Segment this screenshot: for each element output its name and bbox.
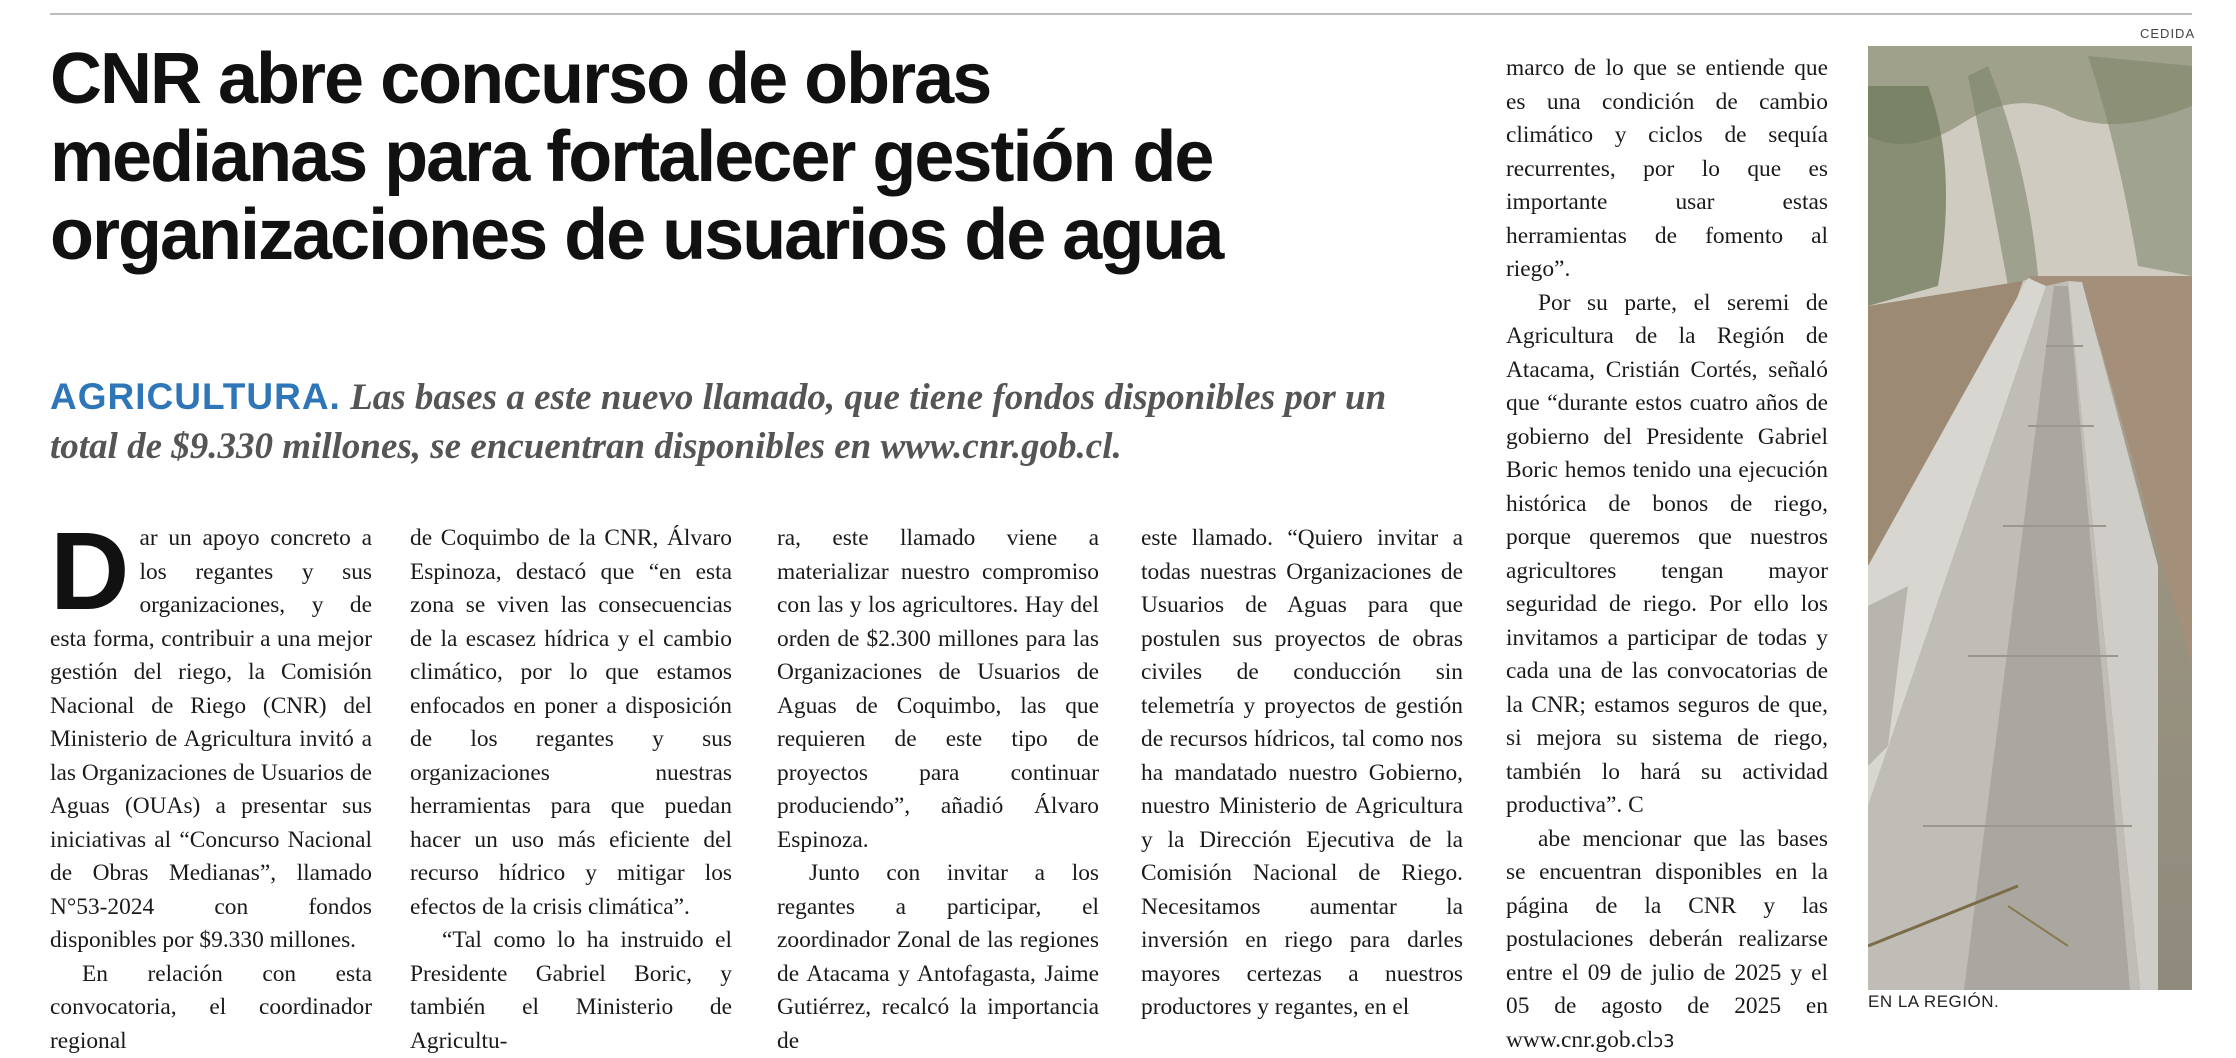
article-paragraph xyxy=(1506,823,1828,1058)
article-paragraph: ra, este llamado viene a materializar nuestro compromiso con las y los agricultores. Hay del orden de $2.300 millones para las Organizaciones de Usuarios de Aguas de Coquimbo, las que requieren de este tipo de proyectos para continuar produciendo”, añadió Álvaro Espinoza. xyxy=(777,522,1099,857)
article-paragraph: “Tal como lo ha instruido el Presidente Gabriel Boric, y también el Ministerio de Agricultu- xyxy=(410,924,732,1058)
photo-caption: EN LA REGIÓN. xyxy=(1868,992,1999,1012)
drop-cap: D xyxy=(50,526,129,618)
article-paragraph: este llamado. “Quiero invitar a todas nuestras Organizaciones de Usuarios de Aguas para que postulen sus proyectos de obras civiles de conducción sin telemetría y proyectos de gestión de recursos hídricos, tal como nos ha mandatado nuestro Gobierno, nuestro Ministerio de Agricultura y la Dirección Ejecutiva de la Comisión Nacional de Riego. Necesitamos aumentar la inversión en riego para darles mayores certezas a nuestros productores y regantes, en el xyxy=(1141,522,1463,1025)
end-mark-icon: ↄ3 xyxy=(1653,1031,1674,1052)
headline-line-3: organizaciones de usuarios de agua xyxy=(50,196,1480,274)
lede-text: Las bases a este nuevo llamado, que tiene fondos disponibles por un total de $9.330 millones, se encuentran disponibles en www.cnr.gob.cl. xyxy=(50,377,1386,467)
article-column-5 xyxy=(1506,52,1828,1058)
canal-illustration xyxy=(1868,46,2192,990)
article-paragraph: Junto con invitar a los regantes a participar, el zoordinador Zonal de las regiones de Atacama y Antofagasta, Jaime Gutiérrez, recalcó la importancia de xyxy=(777,857,1099,1058)
lede xyxy=(50,372,1450,471)
photo-credit: CEDIDA xyxy=(2140,26,2195,41)
article-column-4 xyxy=(1141,522,1463,1025)
headline-line-1: CNR abre concurso de obras xyxy=(50,40,1480,118)
headline xyxy=(50,40,1480,274)
irrigation-canal-photo xyxy=(1868,46,2192,990)
article-paragraph: Por su parte, el seremi de Agricultura de la Región de Atacama, Cristián Cortés, señaló que “durante estos cuatro años de gobierno del Presidente Gabriel Boric hemos tenido una ejecución histórica de bonos de riego, porque queremos que nuestros agricultores tengan mayor seguridad de riego. Por ello los invitamos a participar de todas y cada una de las convocatorias de la CNR; estamos seguros de que, si mejora su sistema de riego, también lo hará su actividad productiva”. C xyxy=(1506,287,1828,823)
paragraph-text: abe mencionar que las bases se encuentran disponibles en la página de la CNR y las postulaciones deberán realizarse entre el 09 de julio de 2025 y el 05 de agosto de 2025 en www.cnr.gob.cl xyxy=(1506,826,1828,1053)
article-column-2 xyxy=(410,522,732,1058)
top-rule xyxy=(50,13,2192,15)
article-paragraph: En relación con esta convocatoria, el coordinador regional xyxy=(50,958,372,1058)
article-paragraph: de Coquimbo de la CNR, Álvaro Espinoza, destacó que “en esta zona se viven las consecuencias de la escasez hídrica y el cambio climático, por lo que estamos enfocados en poner a disposición de los regantes y sus organizaciones nuestras herramientas para que puedan hacer un uso más eficiente del recurso hídrico y mitigar los efectos de la crisis climática”. xyxy=(410,522,732,924)
section-kicker: AGRICULTURA. xyxy=(50,376,341,417)
paragraph-text: ar un apoyo concreto a los regantes y sus organizaciones, y de esta forma, contribuir a una mejor gestión del riego, la Comisión Nacional de Riego (CNR) del Ministerio de Agricultura invitó a las Organizaciones de Usuarios de Aguas (OUAs) a presentar sus iniciativas al “Concurso Nacional de Obras Medianas”, llamado N°53-2024 con fondos disponibles por $9.330 millones. xyxy=(50,525,372,953)
article-column-1 xyxy=(50,522,372,1058)
article-paragraph: marco de lo que se entiende que es una condición de cambio climático y ciclos de sequía recurrentes, por lo que es importante usar estas herramientas de fomento al riego”. xyxy=(1506,52,1828,287)
article-column-3 xyxy=(777,522,1099,1058)
article-paragraph xyxy=(50,522,372,958)
headline-line-2: medianas para fortalecer gestión de xyxy=(50,118,1480,196)
